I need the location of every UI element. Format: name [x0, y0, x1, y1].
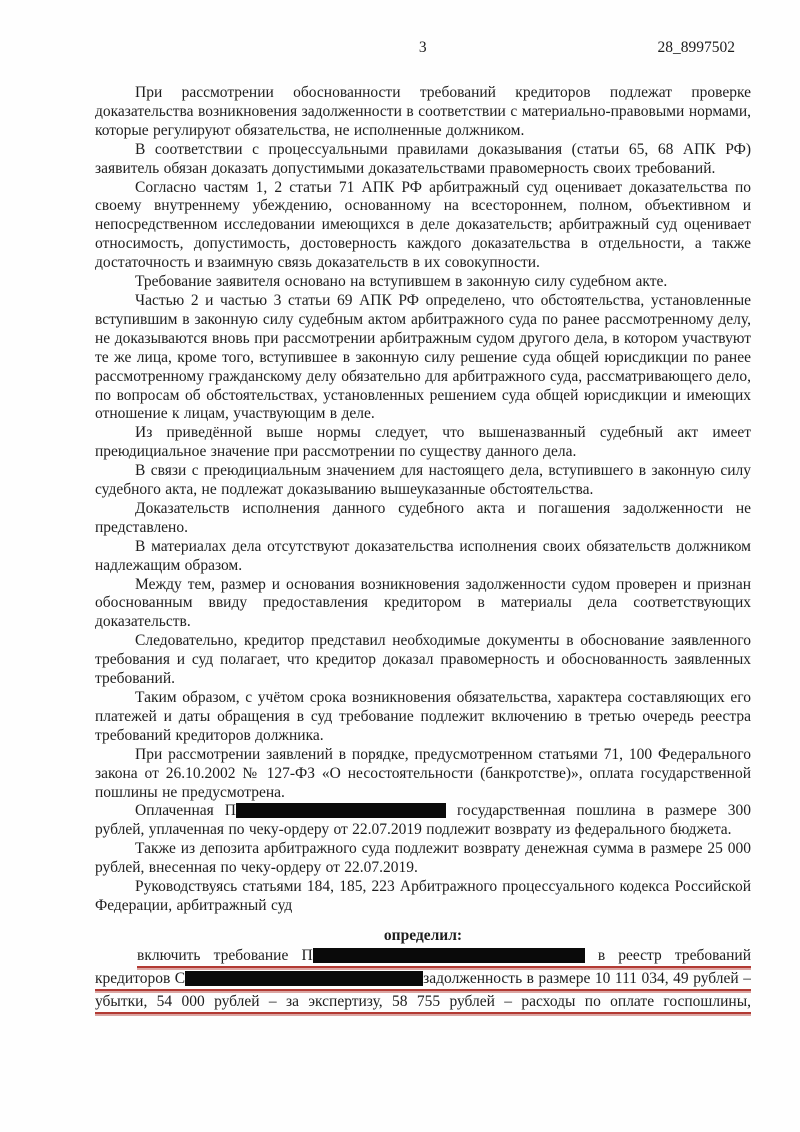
paragraph: В связи с преюдициальным значением для настоящего дела, вступившего в законную силу судебного акта, не подлежат доказыванию вышеуказанные обстоятельства. — [95, 462, 751, 499]
ruling-line-underlined: убытки, 54 000 рублей – за экспертизу, 58 755 рублей – расходы по оплате госпошлины, — [95, 994, 751, 1014]
ruling-line1-pre: включить требование П — [137, 947, 313, 964]
paragraph: Согласно частям 1, 2 статьи 71 АПК РФ арбитражный суд оценивает доказательства по своему внутреннему убеждению, основанному на всестороннем, полном, объективном и непосредственном исследовании имеющихся в деле доказательств; арбитражный суд оценивает относимость, допустимость, достоверность каждого доказательства в отдельности, а также достаточность и взаимную связь доказательств в их совокупности. — [95, 178, 751, 272]
redaction-bar — [185, 971, 423, 986]
paragraph: Руководствуясь статьями 184, 185, 223 Арбитражного процессуального кодекса Российской Федерации, арбитражный суд — [95, 878, 751, 914]
ruling-line2-post: задолженность в размере 10 111 034, 49 рублей – — [423, 970, 751, 987]
paragraph: Доказательств исполнения данного судебного акта и погашения задолженности не представлено. — [95, 499, 751, 536]
paragraph: Между тем, размер и основания возникновения задолженности судом проверен и признан обоснованным ввиду предоставления кредитором в материалы дела соответствующих доказательств. — [95, 575, 751, 631]
ruling-line2-pre: кредиторов С — [95, 970, 186, 987]
document-code: 28_8997502 — [657, 39, 735, 56]
paragraph: Следовательно, кредитор представил необходимые документы в обоснование заявленного требования и суд полагает, что кредитор доказал правомерность и обоснованность заявленных требований. — [95, 632, 751, 688]
paragraph: При рассмотрении заявлений в порядке, предусмотренном статьями 71, 100 Федерального закона от 26.10.2002 № 127-ФЗ «О несостоятельности (банкротстве)», оплата государственной пошлины не предусмотрена. — [95, 745, 751, 801]
ruling-line-underlined — [137, 948, 751, 968]
redaction-bar — [236, 803, 446, 818]
redacted-paragraph-suffix: государственная пошлина в размере 300 рублей, уплаченная по чеку-ордеру от 22.07.2019 подлежит возврату из федерального бюджета. — [95, 802, 751, 839]
paragraph: Таким образом, с учётом срока возникновения обязательства, характера составляющих его платежей и даты обращения в суд требование подлежит включению в третью очередь реестра требований кредиторов должника. — [95, 689, 751, 744]
paragraph: Частью 2 и частью 3 статьи 69 АПК РФ определено, что обстоятельства, установленные вступившим в законную силу судебным актом арбитражного суда по ранее рассмотренному делу, не доказываются вновь при рассмотрении арбитражным судом другого дела, в котором участвуют те же лица, кроме того, вступившее в законную силу решение суда общей юрисдикции по ранее рассмотренному гражданскому делу обязательно для арбитражного суда, рассматривающего дело, по вопросам об обстоятельствах, установленных решением суда общей юрисдикции и имеющих отношение к лицам, участвующим в деле. — [95, 291, 751, 423]
ruling-heading: определил: — [383, 926, 463, 944]
redaction-bar — [313, 948, 585, 963]
page-header — [95, 38, 751, 58]
paragraph: Требование заявителя основано на вступившем в законную силу судебном акте. — [135, 273, 668, 291]
ruling-line1-post: в реестр требований — [597, 947, 751, 964]
paragraph: В материалах дела отсутствуют доказательства исполнения своих обязательств должником надлежащим образом. — [95, 537, 751, 574]
paragraph: При рассмотрении обоснованности требований кредиторов подлежат проверке доказательства возникновения задолженности в соответствии с материально-правовыми нормами, которые регулируют обязательства, не исполненные должником. — [95, 84, 751, 139]
ruling-line-underlined — [95, 971, 751, 991]
redacted-paragraph-prefix: Оплаченная П — [135, 802, 236, 820]
paragraph: Также из депозита арбитражного суда подлежит возврату денежная сумма в размере 25 000 рублей, внесенная по чеку-ордеру от 22.07.2019. — [95, 840, 751, 877]
ruling-block — [95, 948, 751, 1014]
page-content — [95, 38, 751, 1017]
paragraph-redacted — [95, 802, 751, 840]
page-number: 3 — [418, 39, 428, 56]
document-body — [95, 84, 751, 1014]
paragraph: Из приведённой выше нормы следует, что вышеназванный судебный акт имеет преюдициальное значение при рассмотрении по существу данного дела. — [95, 424, 751, 461]
paragraph: В соответствии с процессуальными правилами доказывания (статьи 65, 68 АПК РФ) заявитель обязан доказать допустимыми доказательствами правомерность своих требований. — [95, 140, 751, 177]
